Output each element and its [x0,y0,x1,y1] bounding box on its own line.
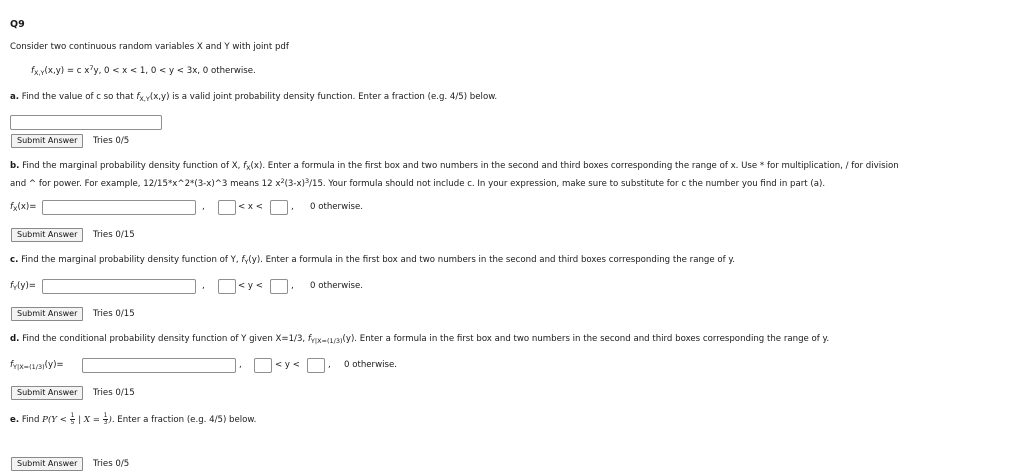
part-e-text-after: Enter a fraction (e.g. 4/5) below. [114,415,257,425]
part-d-lower-input[interactable] [254,358,272,373]
part-d-letter: d. [10,334,20,344]
part-b-formula-input[interactable] [42,200,196,215]
part-e-frac2-num: 1 [103,412,108,419]
part-b-otherwise: 0 otherwise. [310,202,364,212]
part-e-prob-open: P(Y < [42,415,70,425]
part-b-exp2: 3 [304,177,310,185]
part-c-label-sub: Y [13,284,18,292]
part-d-text-after: (y). Enter a formula in the first box and two numbers in the second and third boxes corresponding the range of y. [342,334,830,344]
part-d-formula-input[interactable] [82,358,236,373]
question-intro: Consider two continuous random variables X and Y with joint pdf [10,42,289,52]
pdf-tail: y, 0 < x < 1, 0 < y < 3x, 0 otherwise. [93,66,256,76]
part-b-prompt-line1 [10,161,899,171]
part-b-label-tail: (x)= [17,202,37,212]
pdf-args: (x,y) = c x [44,66,90,76]
part-a-f-sub: X,Y [139,95,150,103]
part-a-letter: a. [10,92,20,102]
part-e-prompt [10,413,256,426]
part-c-label-f: f [10,281,14,291]
part-e-find: Find [19,415,43,425]
part-d-upper-input[interactable] [307,358,325,373]
part-b-submit-button[interactable]: Submit Answer [11,228,83,242]
part-d-f: f [307,334,311,344]
part-b-line2-before: and ^ for power. For example, 12/15*x^2*(3-x)^3 means 12 x [10,179,281,189]
part-b-label-f: f [10,202,14,212]
part-d-label-f: f [10,360,14,370]
part-d-inequality: < y < [275,360,300,370]
part-b-comma: , [202,202,205,212]
part-c-label-tail: (y)= [17,281,37,291]
part-e-letter: e. [10,415,20,425]
part-b-label-sub: X [13,205,18,213]
part-c-text-after: (y). Enter a formula in the first box and two numbers in the second and third boxes corresponding the range of y. [248,255,736,265]
part-e-frac1-den: 5 [70,419,75,426]
pdf-exp: 7 [89,64,94,72]
part-e-tries: Tries 0/5 [93,459,130,469]
part-e-prob-mid: | X = [75,415,103,425]
part-c-label [10,281,36,291]
part-c-formula-input[interactable] [42,279,196,294]
part-e-prob-close: ). [108,415,115,425]
part-c-otherwise: 0 otherwise. [310,281,364,291]
part-d-label [10,360,64,370]
part-b-letter: b. [10,161,20,171]
part-a-prompt [10,92,497,102]
part-c-lower-input[interactable] [218,279,236,294]
part-a-f: f [136,92,140,102]
part-b-exp1: 2 [280,177,285,185]
part-b-comma2: , [291,202,294,212]
part-d-label-sub: Y|X=(1/3) [13,363,45,371]
part-b-label [10,202,36,212]
question-number: Q9 [10,19,25,30]
part-b-lower-input[interactable] [218,200,236,215]
part-d-comma2: , [328,360,331,370]
part-a-tries: Tries 0/5 [93,136,130,146]
part-c-f-sub: Y [244,258,249,266]
part-c-text-before: Find the marginal probability density function of Y, [18,255,242,265]
part-c-comma2: , [291,281,294,291]
part-d-f-sub: Y|X=(1/3) [310,337,343,345]
part-c-f: f [241,255,245,265]
part-c-upper-input[interactable] [270,279,288,294]
part-a-text-before: Find the value of c so that [19,92,137,102]
part-c-comma: , [202,281,205,291]
pdf-f: f [31,66,35,76]
part-c-submit-button[interactable]: Submit Answer [11,307,83,321]
part-c-inequality: < y < [238,281,263,291]
part-c-letter: c. [10,255,19,265]
part-b-upper-input[interactable] [270,200,288,215]
part-b-f: f [243,161,247,171]
part-e-frac1-num: 1 [70,412,75,419]
part-b-line2-mid: (3-x) [284,179,305,189]
part-d-comma: , [239,360,242,370]
part-b-line2-after: /15. Your formula should not include c. In your expression, make sure to substitute for c the number you find in part (a). [309,179,826,189]
part-e-frac2-den: 3 [103,419,108,426]
part-d-tries: Tries 0/15 [93,388,135,398]
pdf-sub: X,Y [34,69,45,77]
part-c-tries: Tries 0/15 [93,309,135,319]
part-d-otherwise: 0 otherwise. [344,360,398,370]
part-b-inequality: < x < [238,202,263,212]
part-a-submit-button[interactable]: Submit Answer [11,134,83,148]
part-e-submit-button[interactable]: Submit Answer [11,457,83,471]
part-d-text-before: Find the conditional probability density function of Y given X=1/3, [19,334,308,344]
part-a-answer-input[interactable] [10,115,162,130]
part-b-prompt-line2 [10,179,825,189]
joint-pdf-formula [31,66,256,76]
part-a-text-after: (x,y) is a valid joint probability density function. Enter a fraction (e.g. 4/5) below. [149,92,498,102]
part-b-line1-before: Find the marginal probability density function of X, [19,161,244,171]
part-b-line1-after: (x). Enter a formula in the first box and two numbers in the second and third boxes corresponding the range of x. Use * for multiplication, / for division [250,161,899,171]
part-b-tries: Tries 0/15 [93,230,135,240]
part-d-label-tail: (y)= [44,360,64,370]
part-d-submit-button[interactable]: Submit Answer [11,386,83,400]
part-c-prompt [10,255,735,265]
part-d-prompt [10,334,829,344]
part-b-f-sub: X [246,164,251,172]
